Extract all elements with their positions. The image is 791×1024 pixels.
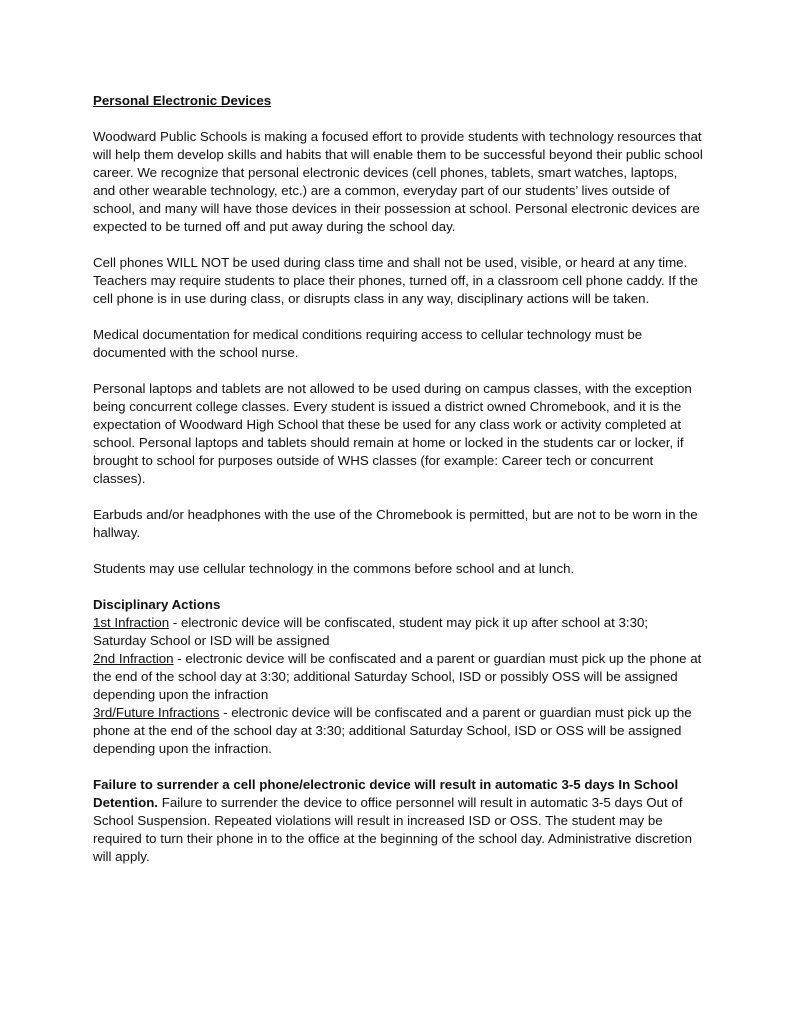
document-page [93, 92, 703, 884]
disciplinary-heading: Disciplinary Actions [93, 597, 221, 612]
commons-paragraph: Students may use cellular technology in the commons before school and at lunch. [93, 561, 575, 576]
infraction-text-3: - electronic device will be confiscated and a parent or guardian must pick up the phone at the end of the school day at 3:30; additional Saturday School, ISD or OSS will be assigned depending upon the infraction. [93, 705, 692, 756]
disciplinary-section [93, 596, 703, 758]
failure-to-surrender-paragraph [93, 776, 703, 866]
medical-documentation-paragraph: Medical documentation for medical conditions requiring access to cellular technology must be documented with the school nurse. [93, 327, 643, 360]
infraction-item-3 [93, 704, 703, 758]
infraction-text-2: - electronic device will be confiscated and a parent or guardian must pick up the phone at the end of the school day at 3:30; additional Saturday School, ISD or possibly OSS will be assigned depending upon the infraction [93, 651, 702, 702]
failure-text: Failure to surrender the device to office personnel will result in automatic 3-5 days Out of School Suspension. Repeated violations will result in increased ISD or OSS. The student may be required to turn their phone in to the office at the beginning of the school day. Administrative discretion will apply. [93, 795, 692, 864]
cell-phone-policy-paragraph: Cell phones WILL NOT be used during class time and shall not be used, visible, or heard at any time. Teachers may require students to place their phones, turned off, in a classroom cell phone caddy. If the cell phone is in use during class, or disrupts class in any way, disciplinary actions will be taken. [93, 255, 698, 306]
infraction-text-1: - electronic device will be confiscated, student may pick it up after school at 3:30; Saturday School or ISD will be assigned [93, 615, 649, 648]
earbuds-paragraph: Earbuds and/or headphones with the use of the Chromebook is permitted, but are not to be worn in the hallway. [93, 507, 698, 540]
intro-paragraph: Woodward Public Schools is making a focused effort to provide students with technology resources that will help them develop skills and habits that will enable them to be successful beyond their public school career. We recognize that personal electronic devices (cell phones, tablets, smart watches, laptops, and other wearable technology, etc.) are a common, everyday part of our students’ lives outside of school, and many will have those devices in their possession at school. Personal electronic devices are expected to be turned off and put away during the school day. [93, 129, 703, 234]
infraction-label-1: 1st Infraction [93, 615, 170, 630]
infraction-label-3: 3rd/Future Infractions [93, 705, 220, 720]
infraction-item-1 [93, 614, 703, 650]
failure-bold-text: Failure to surrender a cell phone/electronic device will result in automatic 3-5 days In School Detention. [93, 777, 679, 810]
page-title: Personal Electronic Devices [93, 93, 272, 108]
infraction-item-2 [93, 650, 703, 704]
infraction-label-2: 2nd Infraction [93, 651, 174, 666]
laptops-tablets-paragraph: Personal laptops and tablets are not allowed to be used during on campus classes, with the exception being concurrent college classes. Every student is issued a district owned Chromebook, and it is the expectation of Woodward High School that these be used for any class work or activity completed at school. Personal laptops and tablets should remain at home or locked in the students car or locker, if brought to school for purposes outside of WHS classes (for example: Career tech or concurrent classes). [93, 381, 692, 486]
